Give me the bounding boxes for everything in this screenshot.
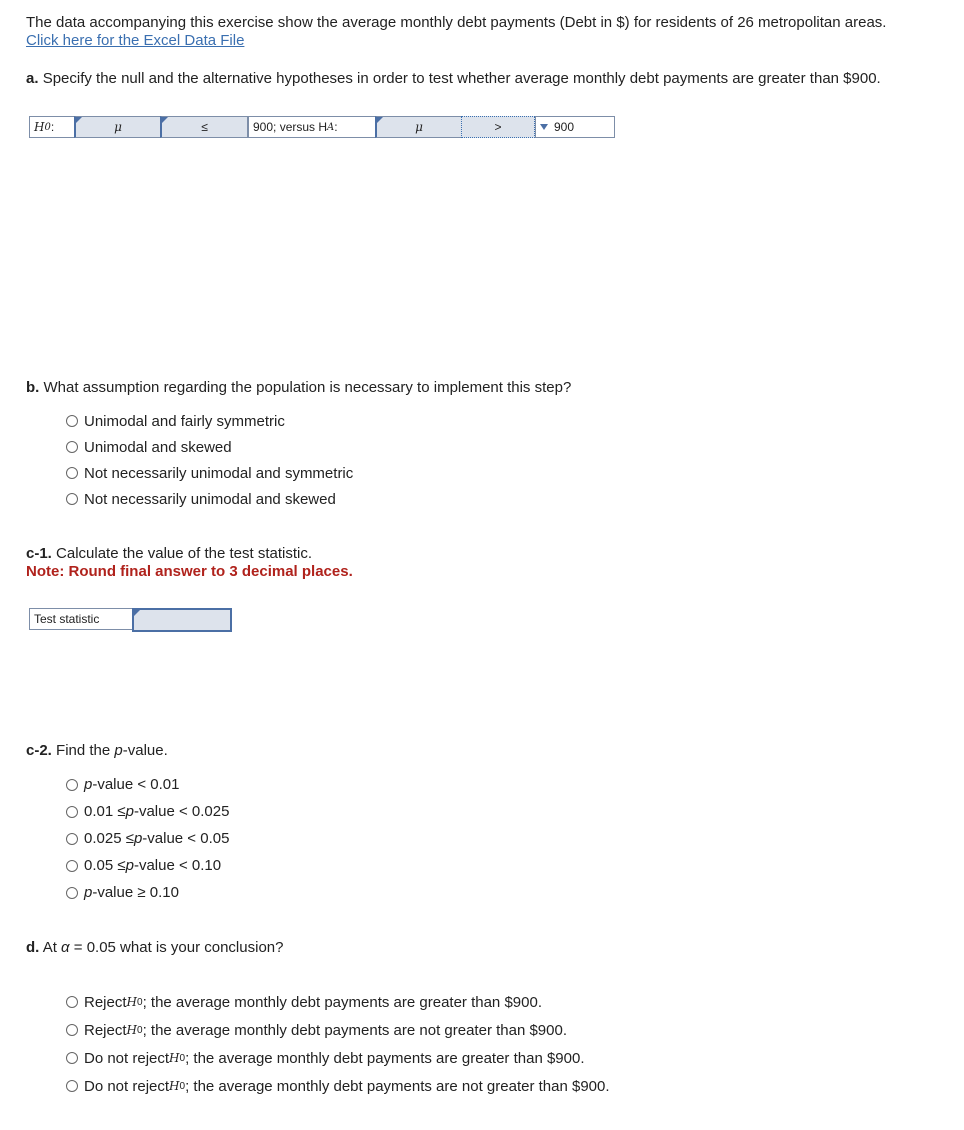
ha-value[interactable]: 900	[535, 116, 615, 138]
part-d-option[interactable]: Reject H 0 ; the average monthly debt payments are greater than $900.	[66, 988, 610, 1016]
part-d-option[interactable]: Do not reject H 0 ; the average monthly debt payments are greater than $900.	[66, 1044, 610, 1072]
part-c2-label: c-2.	[26, 742, 52, 759]
part-b-text: What assumption regarding the population is necessary to implement this step?	[43, 379, 572, 396]
part-c1-question	[26, 545, 353, 581]
h0-operator-select[interactable]: ≤	[160, 116, 247, 138]
radio-icon[interactable]	[66, 467, 78, 479]
ha-operator-select[interactable]: >	[461, 116, 535, 138]
part-c2-option[interactable]: p -value ≥ 0.10	[66, 879, 229, 906]
part-b-options	[66, 408, 353, 512]
part-d-options	[66, 988, 610, 1100]
part-d-option[interactable]: Do not reject H 0 ; the average monthly debt payments are not greater than $900.	[66, 1072, 610, 1100]
excel-data-link[interactable]: Click here for the Excel Data File	[26, 32, 245, 49]
radio-icon[interactable]	[66, 1024, 78, 1036]
part-b-option[interactable]: Unimodal and fairly symmetric	[66, 408, 353, 434]
part-c2-options	[66, 771, 229, 906]
part-a-question	[26, 70, 881, 87]
h0-label: H 0 :	[29, 116, 74, 138]
part-c1-text: Calculate the value of the test statistic.	[56, 545, 312, 562]
part-b-question	[26, 379, 571, 396]
radio-icon[interactable]	[66, 441, 78, 453]
part-a-text: Specify the null and the alternative hypotheses in order to test whether average monthly debt payments are greater than $900.	[42, 70, 881, 87]
radio-icon[interactable]	[66, 806, 78, 818]
part-b-option[interactable]: Not necessarily unimodal and skewed	[66, 486, 353, 512]
part-b-option[interactable]: Unimodal and skewed	[66, 434, 353, 460]
part-c2-option[interactable]: 0.025 ≤ p -value < 0.05	[66, 825, 229, 852]
part-c1-label: c-1.	[26, 545, 52, 562]
h0-parameter-select[interactable]: μ	[74, 116, 160, 138]
chevron-down-icon	[540, 124, 548, 130]
part-c2-question: c-2. Find the p-value.	[26, 742, 168, 759]
part-a-label: a.	[26, 70, 39, 87]
test-statistic-label: Test statistic	[29, 608, 132, 630]
radio-icon[interactable]	[66, 996, 78, 1008]
radio-icon[interactable]	[66, 833, 78, 845]
rounding-note: Note: Round final answer to 3 decimal places.	[26, 563, 353, 580]
test-statistic-row	[29, 608, 232, 630]
hypotheses-row	[29, 116, 615, 138]
radio-icon[interactable]	[66, 1080, 78, 1092]
dropdown-flag-icon	[162, 117, 168, 123]
input-flag-icon	[134, 610, 140, 616]
ha-parameter-select[interactable]: μ	[375, 116, 461, 138]
intro-block	[26, 14, 946, 50]
part-c2-option[interactable]: 0.05 ≤ p -value < 0.10	[66, 852, 229, 879]
part-b-label: b.	[26, 379, 40, 396]
radio-icon[interactable]	[66, 779, 78, 791]
test-statistic-input[interactable]	[132, 608, 232, 632]
intro-text: The data accompanying this exercise show the average monthly debt payments (Debt in $) for residents of 26 metropolitan areas.	[26, 14, 887, 31]
middle-text: 900; versus H A :	[247, 116, 375, 138]
radio-icon[interactable]	[66, 493, 78, 505]
radio-icon[interactable]	[66, 887, 78, 899]
part-d-label: d.	[26, 939, 40, 956]
part-d-question: d. At α = 0.05 what is your conclusion?	[26, 939, 284, 956]
part-c2-option[interactable]: 0.01 ≤ p -value < 0.025	[66, 798, 229, 825]
radio-icon[interactable]	[66, 1052, 78, 1064]
part-c2-option[interactable]: p -value < 0.01	[66, 771, 229, 798]
part-d-option[interactable]: Reject H 0 ; the average monthly debt payments are not greater than $900.	[66, 1016, 610, 1044]
radio-icon[interactable]	[66, 415, 78, 427]
dropdown-flag-icon	[76, 117, 82, 123]
radio-icon[interactable]	[66, 860, 78, 872]
part-b-option[interactable]: Not necessarily unimodal and symmetric	[66, 460, 353, 486]
dropdown-flag-icon	[377, 117, 383, 123]
